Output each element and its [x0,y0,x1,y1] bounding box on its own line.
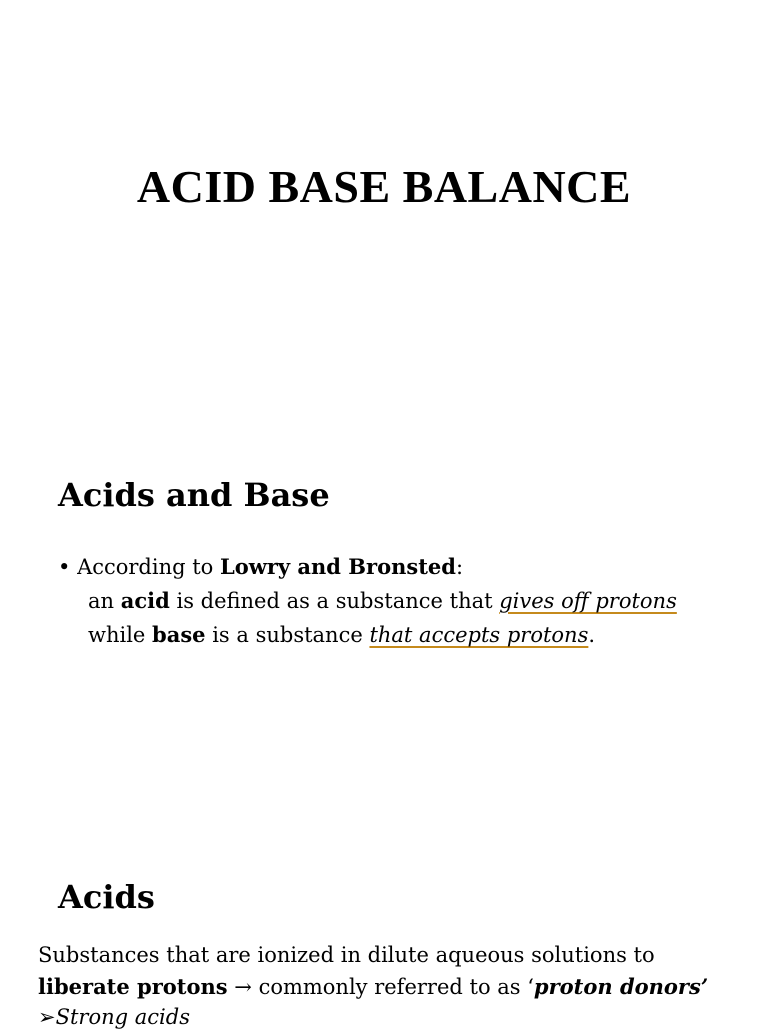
line3-pre: while [88,623,153,647]
strong-acids-item [38,1005,190,1029]
bullet-marker: • [58,555,71,579]
gives-off-protons: gives off protons [499,589,677,613]
line3-mid: is a substance [205,623,370,647]
base-term: base [152,622,206,647]
acids-and-base-slide [0,384,768,814]
para-pre: Substances that are ionized in dilute aqueous solutions to [38,943,655,967]
accepts-protons: that accepts protons [369,623,589,647]
liberate-protons: liberate protons [38,974,228,999]
para-mid: commonly referred to as ‘ [258,975,534,999]
acids-heading: Acids [58,878,155,916]
slide-title: ACID BASE BALANCE [136,161,632,212]
intro-text: According to [70,555,220,579]
line2-mid: is defined as a substance that [169,589,500,613]
title-slide [0,0,768,384]
proton-donors: proton donors’ [533,974,709,999]
colon-text: : [455,555,464,579]
line2-pre: an [88,589,121,613]
bullet-line-2 [58,584,748,618]
acids-paragraph [38,940,738,1003]
acids-slide [0,860,768,1029]
period: . [588,623,596,647]
arrow: → [227,975,259,999]
definition-bullet [58,550,748,652]
acids-and-base-heading: Acids and Base [58,476,330,514]
bullet-line-3 [58,618,748,652]
authors-text: Lowry and Bronsted [220,554,456,579]
strong-acids-label: Strong acids [55,1005,190,1029]
sub-bullet-marker: ➢ [38,1005,56,1029]
acid-term: acid [120,588,170,613]
bullet-line-1 [58,550,748,584]
